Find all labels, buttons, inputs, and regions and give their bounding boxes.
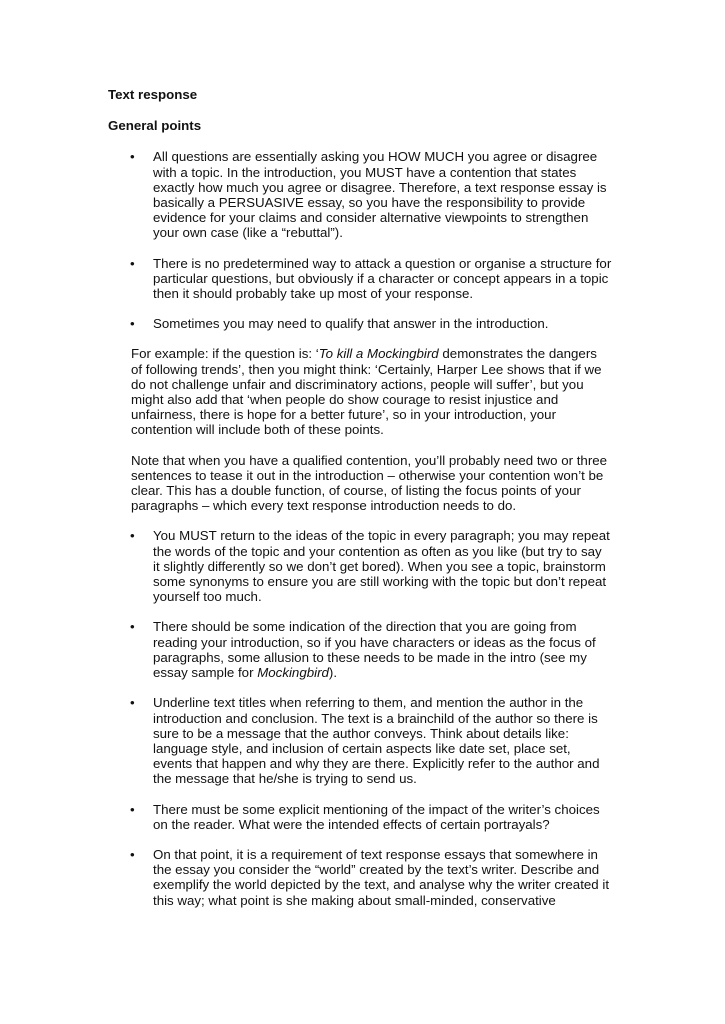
text-line: the essay you consider the “world” created by the text’s writer. Describe and — [153, 862, 600, 878]
text-line: reading your introduction, so if you have characters or ideas as the focus of — [153, 634, 596, 650]
bullet-icon: • — [130, 149, 135, 165]
text-line: the words of the topic and your contention as often as you like (but try to say — [153, 543, 602, 559]
text-line: this way; what point is she making about small-minded, conservative — [153, 892, 556, 908]
text-line: yourself too much. — [153, 589, 262, 605]
text-line: Sometimes you may need to qualify that answer in the introduction. — [153, 316, 549, 332]
text-line: There must be some explicit mentioning of the impact of the writer’s choices — [153, 801, 600, 817]
bullet-icon: • — [130, 695, 135, 711]
document-body — [108, 87, 628, 923]
document-title: Text response — [108, 87, 198, 102]
bullet-icon: • — [130, 528, 135, 544]
text-fragment: ). — [328, 665, 338, 681]
list-item — [108, 802, 628, 832]
text-line: Note that when you have a qualified contention, you’ll probably need two or three — [131, 452, 608, 468]
list-item — [108, 256, 628, 302]
text-line: might also add that ‘when people do show courage to resist injustice and — [131, 392, 559, 408]
bullet-icon: • — [130, 846, 135, 862]
bullet-icon: • — [130, 801, 135, 817]
text-line: sure to be a message that the author conveys. Think about details like: — [153, 725, 569, 741]
text-line: with a topic. In the introduction, you MUST have a contention that states — [153, 164, 577, 180]
bullet-icon: • — [130, 316, 135, 332]
bullet-icon: • — [130, 619, 135, 635]
text-line: on the reader. What were the intended effects of certain portrayals? — [153, 816, 550, 832]
text-line: basically a PERSUASIVE essay, so you have the responsibility to provide — [153, 195, 586, 211]
text-line: evidence for your claims and consider alternative viewpoints to strengthen — [153, 210, 589, 226]
text-line: You MUST return to the ideas of the topic in every paragraph; you may repeat — [153, 528, 610, 544]
text-fragment: essay sample for — [153, 665, 258, 681]
section-heading: General points — [108, 118, 202, 134]
text-line: paragraphs – which every text response introduction needs to do. — [131, 498, 517, 514]
text-line — [131, 346, 628, 361]
list-item — [108, 149, 628, 240]
text-line: language style, and inclusion of certain aspects like date set, place set, — [153, 740, 571, 756]
text-line — [153, 665, 628, 680]
list-item — [108, 619, 628, 680]
list-item — [108, 847, 628, 908]
text-line: contention will include both of these points. — [131, 422, 384, 438]
bullet-list-2 — [108, 528, 628, 907]
example-paragraph — [131, 346, 628, 437]
text-line: your own case (like a “rebuttal”). — [153, 225, 343, 241]
italic-title: Mockingbird — [257, 665, 329, 681]
italic-title: To kill a Mockingbird — [318, 346, 439, 362]
text-line: sentences to tease it out in the introduction – otherwise your contention won’t be — [131, 467, 604, 483]
list-item — [108, 528, 628, 604]
text-line: some synonyms to ensure you are still working with the topic but don’t repeat — [153, 574, 607, 590]
text-line: then it should probably take up most of your response. — [153, 286, 474, 302]
text-fragment: demonstrates the dangers — [438, 346, 597, 362]
text-line: introduction and conclusion. The text is a brainchild of the author so there is — [153, 710, 598, 726]
text-line: events that happen and why they are there. Explicitly refer to the author and — [153, 756, 600, 772]
text-line: There should be some indication of the direction that you are going from — [153, 619, 577, 635]
note-paragraph — [131, 453, 628, 514]
text-line: exemplify the world depicted by the text, and analyse why the writer created it — [153, 877, 610, 893]
text-line: of following trends’, then you might think: ‘Certainly, Harper Lee shows that if we — [131, 361, 602, 377]
text-line: paragraphs, some allusion to these needs to be made in the intro (see my — [153, 649, 587, 665]
list-item — [108, 316, 628, 331]
bullet-list-1 — [108, 149, 628, 331]
text-line: exactly how much you agree or disagree. Therefore, a text response essay is — [153, 179, 607, 195]
text-line: clear. This has a double function, of course, of listing the focus points of your — [131, 483, 581, 499]
text-line: On that point, it is a requirement of text response essays that somewhere in — [153, 846, 598, 862]
bullet-icon: • — [130, 255, 135, 271]
text-line: unfairness, there is hope for a better future’, so in your introduction, your — [131, 407, 556, 423]
text-line: the message that he/she is trying to send us. — [153, 771, 417, 787]
text-line: All questions are essentially asking you HOW MUCH you agree or disagree — [153, 149, 598, 165]
text-line: it slightly differently so we don’t get bored). When you see a topic, brainstorm — [153, 558, 606, 574]
list-item — [108, 695, 628, 786]
text-line: Underline text titles when referring to them, and mention the author in the — [153, 695, 584, 711]
text-fragment: For example: if the question is: ‘ — [131, 346, 319, 362]
text-line: particular questions, but obviously if a character or concept appears in a topic — [153, 270, 609, 286]
text-line: do not challenge unfair and discriminatory actions, people will suffer’, but you — [131, 376, 584, 392]
text-line: There is no predetermined way to attack a question or organise a structure for — [153, 255, 612, 271]
